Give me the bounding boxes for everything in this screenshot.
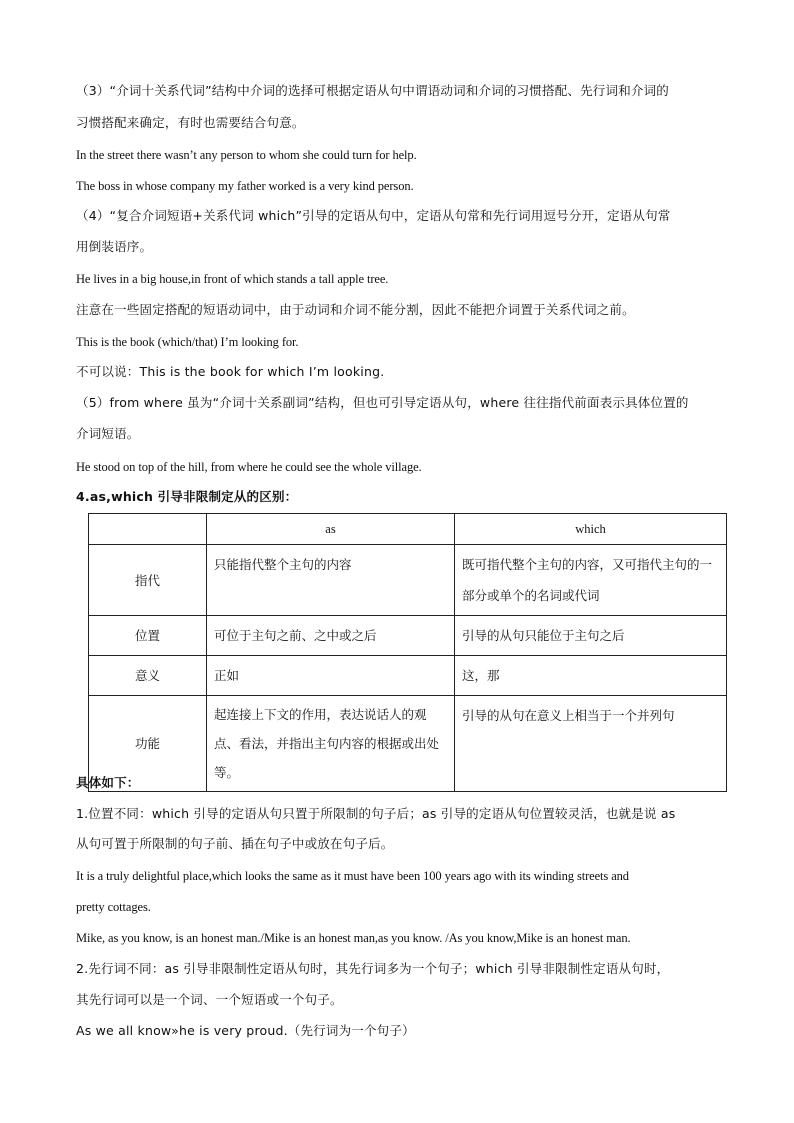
table-row xyxy=(89,656,727,696)
paragraph-3-line-2: 习惯搭配来确定，有时也需要结合句意。 xyxy=(76,115,305,130)
paragraph-5-line-1: （5）from where 虽为“介词十关系副词”结构，但也可引导定语从句，where 往往指代前面表示具体位置的 xyxy=(76,395,689,410)
cell-as: 只能指代整个主句的内容 xyxy=(207,545,455,616)
example-sentence-6: He stood on top of the hill, from where he could see the whole village. xyxy=(76,460,422,474)
example-sentence-1: In the street there wasn’t any person to whom she could turn for help. xyxy=(76,148,417,162)
table-header-which: which xyxy=(455,514,727,545)
detail-heading: 具体如下： xyxy=(76,775,140,790)
difference-1-line-2: 从句可置于所限制的句子前、插在句子中或放在句子后。 xyxy=(76,836,394,851)
table-header-row xyxy=(89,514,727,545)
section-heading: 4.as,which 引导非限制定从的区别： xyxy=(76,489,298,504)
difference-1-line-1: 1.位置不同：which 引导的定语从句只置于所限制的句子后；as 引导的定语从句位置较灵活，也就是说 as xyxy=(76,806,676,821)
example-sentence-9: As we all know»he is very proud.（先行词为一个句子） xyxy=(76,1023,415,1038)
example-sentence-7-line-1: It is a truly delightful place,which looks the same as it must have been 100 years ago with its winding streets and xyxy=(76,869,629,883)
table-header-cell xyxy=(89,514,207,545)
difference-2-line-1: 2.先行词不同：as 引导非限制性定语从句时，其先行词多为一个句子；which 引导非限制性定语从句时， xyxy=(76,961,670,976)
comparison-table xyxy=(88,513,727,792)
row-label: 意义 xyxy=(89,656,207,696)
cell-as: 正如 xyxy=(207,656,455,696)
example-sentence-8: Mike, as you know, is an honest man./Mike is an honest man,as you know. /As you know,Mike is an honest man. xyxy=(76,931,631,945)
example-sentence-7-line-2: pretty cottages. xyxy=(76,900,151,914)
example-sentence-4: This is the book (which/that) I’m looking for. xyxy=(76,335,299,349)
paragraph-4-line-1: （4）“复合介词短语+关系代词 which”引导的定语从句中，定语从句常和先行词用逗号分开，定语从句常 xyxy=(76,208,671,223)
paragraph-5-line-2: 介词短语。 xyxy=(76,426,140,441)
row-label: 指代 xyxy=(89,545,207,616)
cell-which: 引导的从句只能位于主句之后 xyxy=(455,616,727,656)
cell-as: 起连接上下文的作用，表达说话人的观点、看法，并指出主句内容的根据或出处等。 xyxy=(207,696,455,792)
difference-2-line-2: 其先行词可以是一个词、一个短语或一个句子。 xyxy=(76,992,343,1007)
paragraph-4-line-2: 用倒装语序。 xyxy=(76,239,153,254)
table-header-as: as xyxy=(207,514,455,545)
table-row xyxy=(89,616,727,656)
example-sentence-3: He lives in a big house,in front of which stands a tall apple tree. xyxy=(76,272,389,286)
row-label: 功能 xyxy=(89,696,207,792)
cell-which: 这，那 xyxy=(455,656,727,696)
cell-which: 引导的从句在意义上相当于一个并列句 xyxy=(455,696,727,792)
cell-as: 可位于主句之前、之中或之后 xyxy=(207,616,455,656)
cell-which: 既可指代整个主句的内容，又可指代主句的一部分或单个的名词或代词 xyxy=(455,545,727,616)
note-paragraph: 注意在一些固定搭配的短语动词中，由于动词和介词不能分割，因此不能把介词置于关系代词之前。 xyxy=(76,302,635,317)
example-sentence-2: The boss in whose company my father worked is a very kind person. xyxy=(76,179,414,193)
paragraph-3-line-1: （3）“介词十关系代词”结构中介词的选择可根据定语从句中谓语动词和介词的习惯搭配、先行词和介词的 xyxy=(76,83,670,98)
table-row xyxy=(89,545,727,616)
row-label: 位置 xyxy=(89,616,207,656)
example-sentence-5: 不可以说：This is the book for which I’m looking. xyxy=(76,364,385,379)
